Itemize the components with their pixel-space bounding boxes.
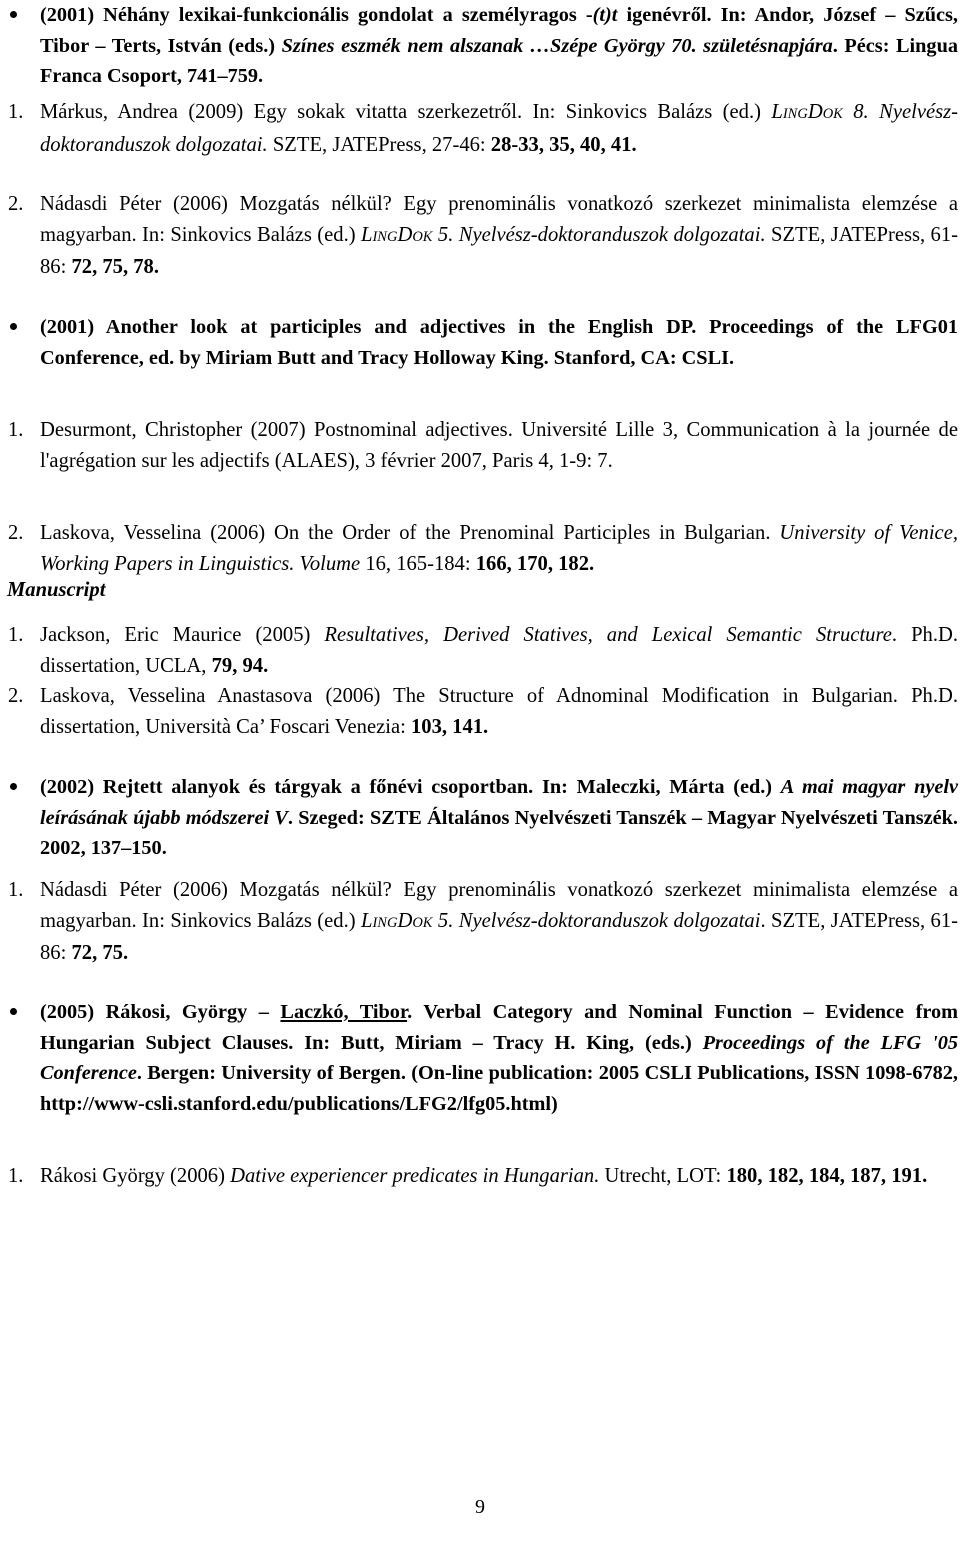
dissertation-title: Resultatives, Derived Statives, and Lexical Semantic Structure: [324, 624, 892, 646]
smallcaps-ok: OK: [822, 106, 843, 122]
smallcaps-d: D: [397, 909, 413, 932]
smallcaps-d: D: [397, 223, 413, 246]
cited-pages: 79, 94.: [211, 654, 269, 677]
publication-entry-2005: [40, 997, 958, 1119]
smallcaps-ing: ING: [372, 914, 398, 931]
citation-text: . SZTE, JATEPress, 61-86:: [40, 909, 959, 964]
smallcaps-l: L: [771, 101, 783, 123]
cited-pages: 72, 75.: [71, 942, 129, 964]
citation-item: [8, 1161, 958, 1192]
citation-number: 2.: [8, 522, 24, 544]
citation-text: Laskova, Vesselina Anastasova (2006) The Structure of Adnominal Modification in Bulgarian. Ph.D. dissertation, Università Ca’ Foscari Venezia:: [40, 685, 958, 738]
journal-lingdok: [361, 224, 766, 246]
citation-number: 1.: [8, 879, 24, 901]
journal-subtitle: 5. Nyelvész-doktoranduszok dolgozatai: [432, 909, 761, 932]
citation-item: [8, 518, 958, 579]
citation-item: [8, 189, 959, 283]
entry-text: (2001) Another look at participles and adjectives in the English DP. Proceedings of the LFG01 Conference, ed. by Miriam Butt and Tracy Holloway King. Stanford, CA: CSLI.: [40, 316, 958, 369]
entry-text: . Verbal Category and Nominal Function ‒ Evidence from Hungarian Subject Clauses. In: Butt, Miriam ‒ Tracy H. King, (eds.): [40, 1001, 958, 1054]
citation-number: 2.: [8, 193, 24, 215]
entry-text: . Szeged: SZTE Általános Nyelvészeti Tanszék ‒ Magyar Nyelvészeti Tanszék. 2002, 137‒150.: [40, 806, 958, 859]
cited-pages: 180, 182, 184, 187, 191.: [726, 1165, 928, 1187]
citation-item: [8, 620, 958, 681]
entry-text: (2002) Rejtett alanyok és tárgyak a főnévi csoportban. In: Maleczki, Márta (ed.): [40, 776, 781, 798]
journal-lingdok: [361, 910, 760, 932]
citation-number: 1.: [8, 101, 24, 123]
publication-entry-2002: [40, 772, 958, 864]
entry-text: . Pécs: Lingua Franca Csoport, 741‒759.: [40, 34, 958, 87]
entry-title-italic: A mai magyar nyelv leírásának újabb módszerei V: [40, 776, 958, 829]
citation-text: Márkus, Andrea (2009) Egy sokak vitatta szerkezetről. In: Sinkovics Balázs (ed.): [40, 101, 772, 123]
citation-text: Desurmont, Christopher (2007) Postnominal adjectives. Université Lille 3, Communication à la journée de l'agrégation sur les adjectifs (ALAES), 3 février 2007, Paris 4, 1-9: 7.: [40, 419, 958, 472]
entry-text: (2005) Rákosi, György ‒: [40, 1001, 281, 1023]
smallcaps-ok: OK: [412, 228, 433, 245]
smallcaps-d: D: [807, 101, 823, 123]
citation-number: 1.: [8, 1165, 24, 1187]
entry-text: . Bergen: University of Bergen. (On-line publication: 2005 CSLI Publications, ISSN 1098-6782, http://www-csli.stanford.edu/publications/LFG2/lfg05.html): [40, 1062, 958, 1115]
citation-text: Nádasdi Péter (2006) Mozgatás nélkül? Egy prenominális vonatkozó szerkezet minimalista elemzése a magyarban. In: Sinkovics Balázs (ed.): [40, 193, 958, 246]
page-number: 9: [475, 1496, 485, 1518]
smallcaps-ing: ING: [782, 106, 808, 122]
entry-text: (2001) Néhány lexikai-funkcionális gondolat a személyragos -: [40, 4, 593, 26]
entry-text-italic: (t)t: [592, 4, 618, 26]
cited-pages: 103, 141.: [410, 715, 489, 738]
citation-text: Laskova, Vesselina (2006) On the Order of the Prenominal Participles in Bulgarian.: [40, 522, 780, 544]
citation-number: 1.: [8, 419, 24, 441]
citation-text: Rákosi György (2006): [40, 1165, 231, 1187]
entry-title-italic: Színes eszmék nem alszanak …Szépe György 70. születésnapjára: [281, 34, 833, 57]
citation-item: [8, 415, 958, 476]
cited-pages: 28-33, 35, 40, 41.: [490, 133, 637, 156]
citation-item: [8, 875, 959, 969]
cited-pages: 166, 170, 182.: [475, 552, 595, 575]
author-underlined: Laczkó, Tibor: [280, 1001, 408, 1023]
citation-text: Utrecht, LOT:: [599, 1165, 727, 1187]
publication-entry-2001-english: [40, 312, 958, 373]
citation-text: SZTE, JATEPress, 27-46:: [267, 133, 491, 156]
entry-text: igenévről. In: Andor, József – Szűcs, Tibor – Terts, István (eds.): [40, 4, 958, 57]
citation-text: Nádasdi Péter (2006) Mozgatás nélkül? Egy prenominális vonatkozó szerkezet minimalista elemzése a magyarban. In: Sinkovics Balázs (ed.): [40, 879, 958, 932]
smallcaps-ok: OK: [412, 914, 433, 931]
smallcaps-l: L: [361, 223, 373, 246]
citation-text: 16, 165-184:: [360, 552, 476, 575]
citation-text: Jackson, Eric Maurice (2005): [40, 624, 325, 646]
citation-number: 2.: [8, 685, 24, 707]
journal-subtitle: 5. Nyelvész-doktoranduszok dolgozatai.: [432, 223, 766, 246]
citation-item: [8, 681, 958, 742]
citation-text: SZTE, JATEPress, 61-86:: [40, 223, 959, 278]
publication-entry-2001-hungarian: [40, 0, 958, 92]
smallcaps-ing: ING: [372, 228, 398, 245]
smallcaps-l: L: [361, 909, 373, 932]
citation-item: [8, 97, 958, 160]
entry-title-italic: Proceedings of the LFG '05 Conference: [40, 1031, 958, 1084]
citation-text: . Ph.D. dissertation, UCLA,: [40, 624, 958, 677]
journal-subtitle: 8. Nyelvész-doktoranduszok dolgozatai.: [40, 101, 958, 156]
book-title: Dative experiencer predicates in Hungarian.: [230, 1165, 600, 1187]
journal-title: University of Venice, Working Papers in Linguistics. Volume: [40, 522, 958, 575]
cited-pages: 72, 75, 78.: [71, 256, 159, 278]
citation-number: 1.: [8, 624, 24, 646]
section-heading-manuscript: Manuscript: [7, 579, 106, 601]
